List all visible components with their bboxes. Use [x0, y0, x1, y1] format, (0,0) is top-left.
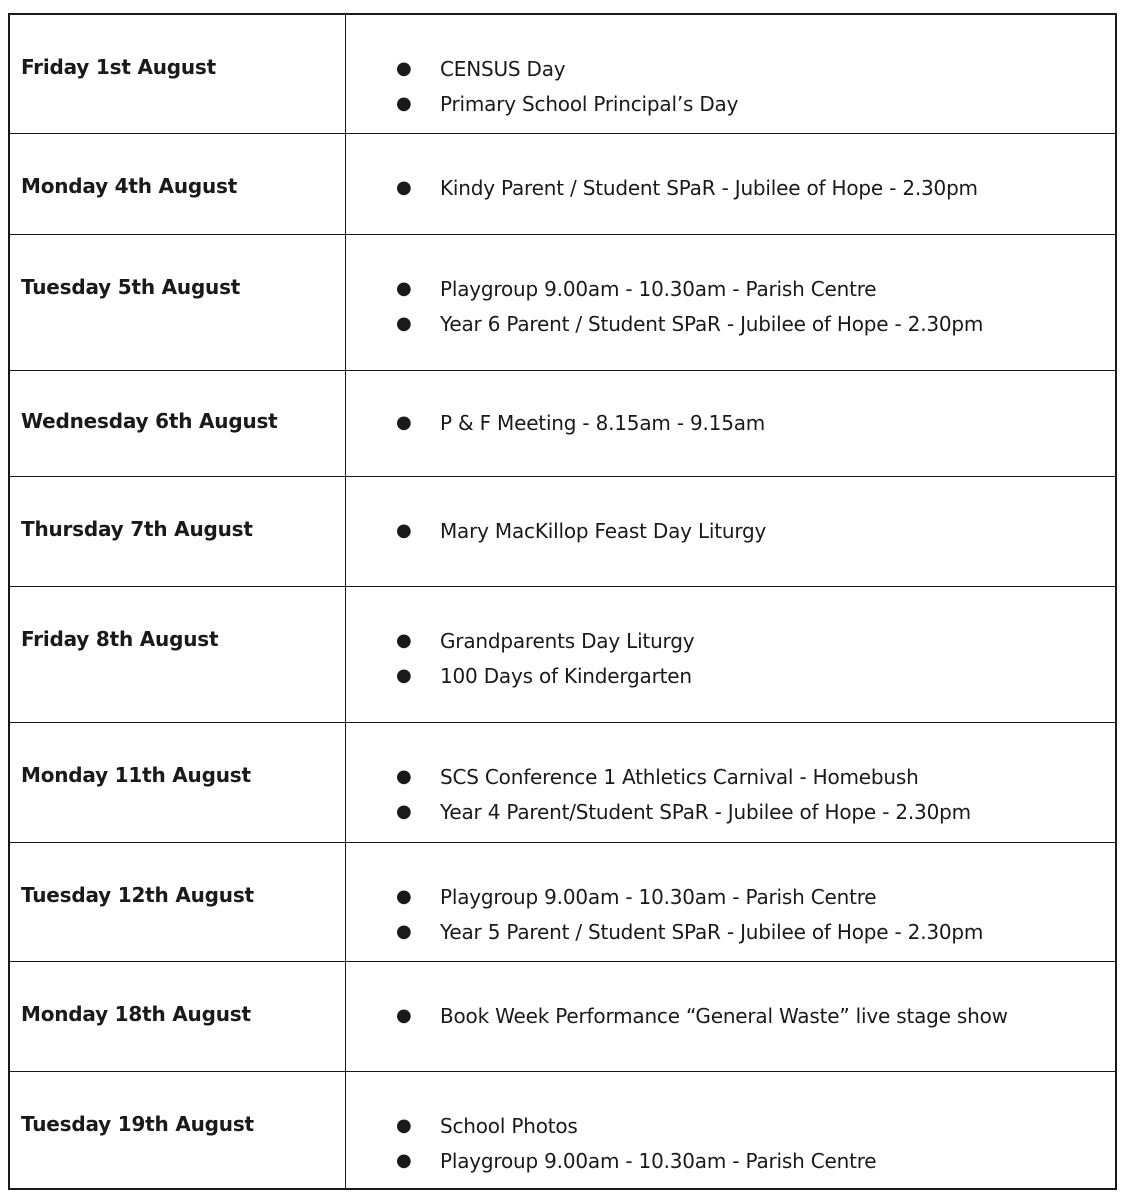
event-text: Playgroup 9.00am - 10.30am - Parish Centre [440, 276, 877, 301]
list-item [396, 51, 1115, 86]
bullet-icon: ● [396, 800, 412, 822]
event-text: Playgroup 9.00am - 10.30am - Parish Centre [440, 1148, 877, 1173]
event-text: P & F Meeting - 8.15am - 9.15am [440, 410, 766, 435]
list-item [396, 306, 1115, 341]
table-row [10, 134, 1115, 235]
list-item [396, 1143, 1115, 1178]
bullet-icon: ● [396, 411, 412, 433]
date-cell [10, 843, 346, 961]
event-text: Book Week Performance “General Waste” live stage show [440, 1003, 1008, 1028]
list-item [396, 271, 1115, 306]
events-cell [346, 1072, 1115, 1188]
events-calendar-table [8, 13, 1117, 1190]
list-item [396, 794, 1115, 829]
date-cell [10, 134, 346, 234]
date-cell [10, 587, 346, 722]
date-cell [10, 477, 346, 586]
bullet-icon: ● [396, 1004, 412, 1026]
date-cell [10, 723, 346, 842]
events-cell [346, 587, 1115, 722]
bullet-icon: ● [396, 312, 412, 334]
list-item [396, 405, 1115, 440]
bullet-icon: ● [396, 57, 412, 79]
event-text: Year 6 Parent / Student SPaR - Jubilee of Hope - 2.30pm [440, 311, 984, 336]
date-label: Monday 11th August [21, 763, 251, 787]
table-row [10, 371, 1115, 477]
list-item [396, 998, 1115, 1033]
date-label: Monday 4th August [21, 174, 238, 198]
event-text: Mary MacKillop Feast Day Liturgy [440, 518, 767, 543]
date-label: Thursday 7th August [21, 517, 253, 541]
list-item [396, 759, 1115, 794]
list-item [396, 170, 1115, 205]
list-item [396, 513, 1115, 548]
events-cell [346, 962, 1115, 1071]
bullet-icon: ● [396, 765, 412, 787]
date-label: Friday 1st August [21, 55, 216, 79]
table-row [10, 962, 1115, 1072]
bullet-icon: ● [396, 176, 412, 198]
event-text: Primary School Principal’s Day [440, 91, 739, 116]
event-text: 100 Days of Kindergarten [440, 663, 692, 688]
table-row [10, 723, 1115, 843]
event-text: School Photos [440, 1113, 578, 1138]
date-label: Monday 18th August [21, 1002, 251, 1026]
list-item [396, 1108, 1115, 1143]
bullet-icon: ● [396, 519, 412, 541]
event-text: SCS Conference 1 Athletics Carnival - Homebush [440, 764, 919, 789]
table-row [10, 477, 1115, 587]
events-cell [346, 371, 1115, 476]
list-item [396, 914, 1115, 949]
bullet-icon: ● [396, 885, 412, 907]
bullet-icon: ● [396, 277, 412, 299]
bullet-icon: ● [396, 1114, 412, 1136]
date-label: Tuesday 5th August [21, 275, 241, 299]
event-text: CENSUS Day [440, 56, 566, 81]
events-cell [346, 15, 1115, 133]
table-row [10, 843, 1115, 962]
table-row [10, 15, 1115, 134]
event-text: Grandparents Day Liturgy [440, 628, 695, 653]
events-cell [346, 134, 1115, 234]
table-row [10, 587, 1115, 723]
date-label: Wednesday 6th August [21, 409, 278, 433]
list-item [396, 86, 1115, 121]
bullet-icon: ● [396, 1149, 412, 1171]
date-label: Friday 8th August [21, 627, 219, 651]
date-cell [10, 371, 346, 476]
list-item [396, 623, 1115, 658]
events-cell [346, 843, 1115, 961]
date-cell [10, 962, 346, 1071]
bullet-icon: ● [396, 664, 412, 686]
date-cell [10, 1072, 346, 1188]
date-cell [10, 15, 346, 133]
list-item [396, 879, 1115, 914]
bullet-icon: ● [396, 92, 412, 114]
date-cell [10, 235, 346, 370]
table-row [10, 235, 1115, 371]
list-item [396, 658, 1115, 693]
table-row [10, 1072, 1115, 1188]
bullet-icon: ● [396, 920, 412, 942]
events-cell [346, 723, 1115, 842]
date-label: Tuesday 19th August [21, 1112, 254, 1136]
events-cell [346, 477, 1115, 586]
bullet-icon: ● [396, 629, 412, 651]
event-text: Playgroup 9.00am - 10.30am - Parish Centre [440, 884, 877, 909]
event-text: Year 4 Parent/Student SPaR - Jubilee of Hope - 2.30pm [440, 799, 971, 824]
events-cell [346, 235, 1115, 370]
event-text: Year 5 Parent / Student SPaR - Jubilee of Hope - 2.30pm [440, 919, 984, 944]
event-text: Kindy Parent / Student SPaR - Jubilee of Hope - 2.30pm [440, 175, 978, 200]
date-label: Tuesday 12th August [21, 883, 254, 907]
